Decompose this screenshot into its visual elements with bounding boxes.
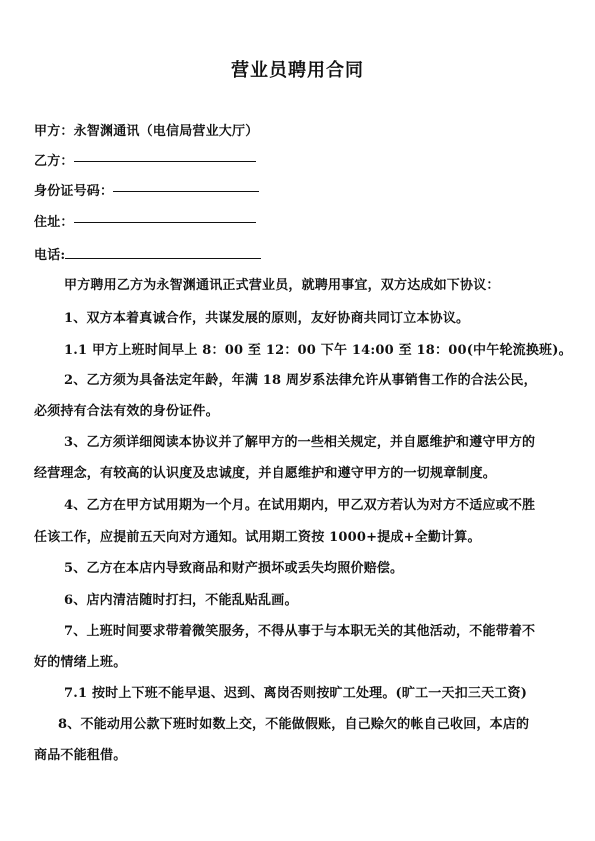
id-number-blank	[113, 190, 259, 192]
clause-2-line-2: 必须持有合法有效的身份证件。	[34, 404, 219, 419]
clause-4-line-2: 任该工作，应提前五天向对方通知。试用期工资按 1000+提成+全勤计算。	[34, 530, 481, 545]
party-a-line: 甲方：永智渊通讯（电信局营业大厅）	[34, 124, 259, 139]
party-b-label: 乙方：	[34, 154, 74, 169]
clause-5: 5、乙方在本店内导致商品和财产损坏或丢失均照价赔偿。	[64, 561, 404, 576]
clause-6: 6、店内清洁随时打扫，不能乱贴乱画。	[64, 593, 298, 608]
clause-3-line-1: 3、乙方须详细阅读本协议并了解甲方的一些相关规定，并自愿维护和遵守甲方的	[64, 435, 536, 450]
clause-1: 1、双方本着真诚合作，共谋发展的原则，友好协商共同订立本协议。	[64, 311, 470, 326]
party-b-blank	[74, 160, 256, 162]
clause-2-line-1: 2、乙方须为具备法定年龄，年满 18 周岁系法律允许从事销售工作的合法公民，	[64, 373, 537, 388]
clause-7-line-1: 7、上班时间要求带着微笑服务，不得从事于与本职无关的其他活动，不能带着不	[64, 624, 536, 639]
address-blank	[74, 221, 256, 223]
clause-7-1: 7.1 按时上下班不能早退、迟到、离岗否则按旷工处理。(旷工一天扣三天工资)	[64, 686, 528, 701]
id-number-line	[34, 184, 259, 200]
clause-8-line-2: 商品不能租借。	[34, 748, 127, 763]
document-title: 营业员聘用合同	[231, 60, 364, 81]
id-number-label: 身份证号码：	[34, 184, 114, 199]
phone-line	[34, 248, 261, 264]
clause-8-line-1: 8、不能动用公款下班时如数上交，不能做假账，自己赊欠的帐自己收回，本店的	[58, 717, 530, 732]
clause-7-line-2: 好的情绪上班。	[34, 655, 127, 670]
phone-label: 电话:	[34, 248, 66, 263]
clause-1-1: 1.1 甲方上班时间早上 8：00 至 12：00 下午 14:00 至 18：00(中午轮流换班)。	[64, 343, 572, 358]
clause-4-line-1: 4、乙方在甲方试用期为一个月。在试用期内，甲乙双方若认为对方不适应或不胜	[64, 498, 536, 513]
clause-3-line-2: 经营理念，有较高的认识度及忠诚度，并自愿维护和遵守甲方的一切规章制度。	[34, 466, 497, 481]
phone-blank	[65, 257, 261, 259]
address-label: 住址：	[34, 215, 74, 230]
address-line	[34, 215, 256, 231]
party-b-line	[34, 154, 256, 170]
intro-paragraph: 甲方聘用乙方为永智渊通讯正式营业员，就聘用事宜，双方达成如下协议：	[64, 278, 500, 293]
